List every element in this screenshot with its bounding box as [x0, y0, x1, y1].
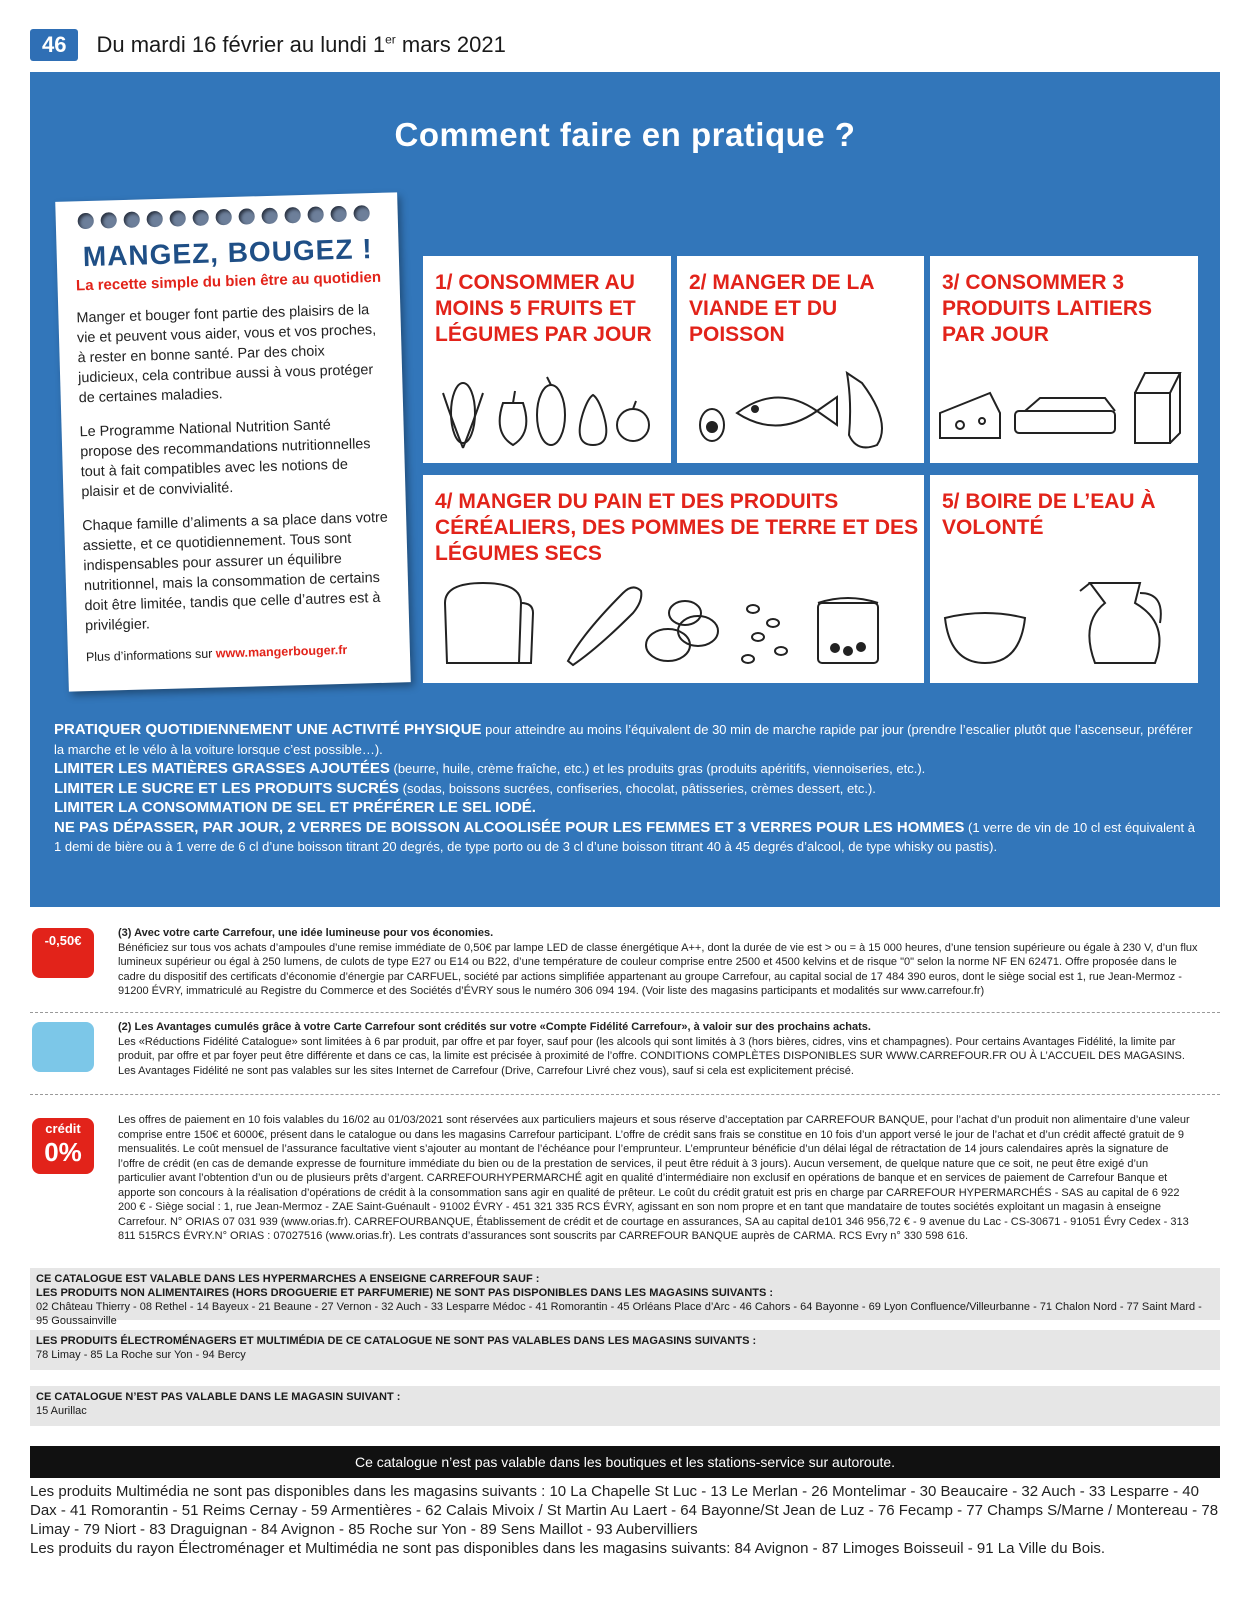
exclusion-list: 02 Château Thierry - 08 Rethel - 14 Bayeux - 21 Beaune - 27 Vernon - 32 Auch - 33 Lesparre Médoc - 41 Romorantin - 45 Orléans Place d’Arc - 46 Cahors - 64 Bayonne - 69 Lyon Confluence/Villeurbanne - 71 Chalon Nord - 77 Saint Mard - 95 Goussainville [36, 1301, 1202, 1327]
card-title: 2/ MANGER DE LA VIANDE ET DU POISSON [689, 271, 874, 346]
advice-text: pour atteindre au moins l’équivalent de 30 min de marche rapide par jour (prendre l’escalier plutôt que l’ascenseur, préférer la marche et le vélo à la voiture lorsque c’est possible…). [54, 722, 1193, 757]
panel-title: Comment faire en pratique ? [394, 116, 856, 153]
divider [30, 1094, 1220, 1095]
notebook-holes [73, 201, 379, 230]
legal-led-offer [118, 926, 1198, 999]
badge-top: crédit [45, 1121, 81, 1136]
note-paragraph-2: Le Programme National Nutrition Santé propose des recommandations nutritionnelles tout à fait compatibles avec les notions de plaisir et de convivialité. [79, 417, 371, 501]
card-meat-fish [677, 256, 924, 463]
legal-title: (2) Les Avantages cumulés grâce à votre Carte Carrefour sont crédités sur votre «Compte Fidélité Carrefour», à valoir sur des prochains achats. [118, 1021, 871, 1033]
more-info-prefix: Plus d’informations sur [85, 646, 217, 665]
legal-text: Bénéficiez sur tous vos achats d’ampoules d’une remise immédiate de 0,50€ par lampe LED de classe énergétique A++, dont la durée de vie est > ou = à 15 000 heures, d’une tension supérieure ou égale à 230 V, d’un flux lumineux supérieur ou égal à 250 lumens, de culots de type E27 ou E14 ou B22, d’une température de couleur comprise entre 2500 et 4500 kelvins et de risque "0" selon la norme NF EN 62471. Offre proposée dans le cadre du dispositif des certificats d’économie d’énergie par CARFUEL, société par actions simplifiée appartenant au groupe Carrefour, au capital social de 17 484 390 euros, dont le siège social est 1, rue Jean-Mermoz - 91200 ÉVRY, immatriculé au Registre du Commerce et des Sociétés d’ÉVRY sous le numéro 306 094 194. (Voir liste des magasins participants et modalités sur www.carrefour.fr) [118, 941, 1198, 997]
advice-bold: NE PAS DÉPASSER, PAR JOUR, 2 VERRES DE BOISSON ALCOOLISÉE POUR LES FEMMES ET 3 VERRES POUR LES HOMMES [54, 818, 965, 836]
exclusion-title: CE CATALOGUE EST VALABLE DANS LES HYPERMARCHES A ENSEIGNE CARREFOUR SAUF : [36, 1273, 540, 1285]
advice-bold: PRATIQUER QUOTIDIENNEMENT UNE ACTIVITÉ PHYSIQUE [54, 721, 482, 738]
legal-loyalty [118, 1020, 1198, 1078]
legal-text: Les «Réductions Fidélité Catalogue» sont limitées à 6 par produit, par offre et par foyer, sauf pour (les alcools qui sont limités à 3 (hors bières, cidres, vins et champagnes). Pour certains Avantages Fidélité, la limite par produit, par offre et par foyer peut être différente et dans ce cas, la limite est précisée à proximité de l’offre. CONDITIONS COMPLÈTES DISPONIBLES SUR WWW.CARREFOUR.FR OU À L’ACCUEIL DES MAGASINS. Les Avantages Fidélité ne sont pas valables sur les sites Internet de Carrefour (Drive, Carrefour Livré chez vous), sauf si cela est explicitement précisé. [118, 1035, 1185, 1077]
advice-bold: LIMITER LES MATIÈRES GRASSES AJOUTÉES [54, 760, 390, 777]
date-range [96, 32, 505, 58]
meat-fish-icon [677, 363, 924, 453]
note-more-info [86, 642, 392, 665]
card-title: 1/ CONSOMMER AU MOINS 5 FRUITS ET LÉGUMES PAR JOUR [435, 271, 652, 346]
bottom-notes [30, 1482, 1220, 1558]
legal-credit [118, 1113, 1198, 1244]
note-title: MANGEZ, BOUGEZ ! [82, 233, 373, 273]
led-discount-badge [32, 928, 94, 978]
date-end: mars 2021 [395, 32, 506, 57]
advice-bold: LIMITER LA CONSOMMATION DE SEL ET PRÉFÉRER LE SEL IODÉ. [54, 799, 536, 816]
note-paragraph-3: Chaque famille d’aliments a sa place dans votre assiette, et ce quotidiennement. Tous sont indispensables pour assurer un équilibre nutritionnel, mais la consommation de certains doit être limitée, tandis que celle d’autres est à privilégier. [82, 509, 388, 635]
divider [30, 1012, 1220, 1013]
card-fruits-vegetables [423, 256, 671, 463]
bread-cereals-icon [423, 573, 924, 673]
date-sup: er [385, 32, 396, 47]
exclusion-title: CE CATALOGUE N’EST PAS VALABLE DANS LE MAGASIN SUIVANT : [36, 1391, 401, 1403]
nutrition-panel [30, 72, 1220, 907]
appliance-exclusions: Les produits du rayon Électroménager et Multimédia ne sont pas disponibles dans les magasins suivants: 84 Avignon - 87 Limoges Boisseuil - 91 La Ville du Bois. [30, 1540, 1106, 1557]
page-header [30, 28, 506, 62]
water-jug-icon [930, 563, 1198, 673]
advice-list [54, 720, 1204, 857]
advice-item [54, 798, 1204, 818]
exclusion-list: 78 Limay - 85 La Roche sur Yon - 94 Bercy [36, 1349, 246, 1361]
legal-title: (3) Avec votre carte Carrefour, une idée lumineuse pour vos économies. [118, 927, 494, 939]
multimedia-exclusions: Les produits Multimédia ne sont pas disponibles dans les magasins suivants : 10 La Chapelle St Luc - 13 Le Merlan - 26 Montelimar - 30 Beaucaire - 32 Auch - 33 Lesparre - 40 Dax - 41 Romorantin - 51 Reims Cernay - 59 Armentières - 62 Calais Mivoix / St Martin Au Laert - 64 Bayonne/St Jean de Luz - 76 Fecamp - 77 Champs S/Marne / Montereau - 78 Limay - 79 Niort - 83 Draguignan - 84 Avignon - 85 Roche sur Yon - 89 Sens Maillot - 93 Aubervilliers [30, 1483, 1219, 1538]
card-water [930, 475, 1198, 683]
card-bread-cereals [423, 475, 924, 683]
exclusion-subtitle: LES PRODUITS NON ALIMENTAIRES (HORS DROGUERIE ET PARFUMERIE) NE SONT PAS DISPONIBLES DANS LES MAGASINS SUIVANTS : [36, 1287, 774, 1299]
page-number: 46 [30, 29, 78, 61]
advice-text: (sodas, boissons sucrées, confiseries, chocolat, pâtisseries, crèmes dessert, etc.). [399, 780, 876, 796]
card-title: 4/ MANGER DU PAIN ET DES PRODUITS CÉRÉALIERS, DES POMMES DE TERRE ET DES LÉGUMES SECS [435, 490, 919, 565]
card-title: 5/ BOIRE DE L’EAU À VOLONTÉ [942, 490, 1156, 539]
advice-item [54, 720, 1204, 759]
note-paragraph-1: Manger et bouger font partie des plaisirs de la vie et peuvent vous aider, vous et vos proches, à rester en bonne santé. Par des choix judicieux, cela contribue aussi à vous protéger de certaines maladies. [76, 302, 377, 407]
advice-item [54, 779, 1204, 799]
date-start: Du mardi 16 février au lundi 1 [96, 32, 386, 57]
badge-text: -0,50€ [44, 933, 82, 948]
store-exclusion-1 [30, 1268, 1220, 1327]
mangez-bougez-note [55, 192, 411, 691]
dairy-icon [930, 363, 1198, 453]
advice-text: (1 verre de vin de 10 cl est équivalent à 1 demi de bière ou à 1 verre de 6 cl d’une boisson titrant 20 degrés, de type porto ou de 3 cl d’une boisson titrant 40 à 45 degrés d’alcool, de type whisky ou pastis). [54, 819, 1195, 854]
card-dairy [930, 256, 1198, 463]
advice-bold: LIMITER LE SUCRE ET LES PRODUITS SUCRÉS [54, 779, 400, 797]
more-info-link[interactable]: www.mangerbouger.fr [215, 642, 348, 661]
motorway-notice-bar: Ce catalogue n’est pas valable dans les boutiques et les stations-service sur autoroute. [30, 1446, 1220, 1478]
store-exclusion-2 [30, 1330, 1220, 1370]
store-exclusion-3 [30, 1386, 1220, 1426]
exclusion-list: 15 Aurillac [36, 1405, 87, 1417]
advice-item [54, 759, 1204, 779]
advice-item [54, 818, 1204, 857]
note-subtitle: La recette simple du bien être au quotidien [75, 268, 382, 295]
exclusion-title: LES PRODUITS ÉLECTROMÉNAGERS ET MULTIMÉDIA DE CE CATALOGUE NE SONT PAS VALABLES DANS LES MAGASINS SUIVANTS : [36, 1335, 757, 1347]
badge-big: 0% [44, 1137, 82, 1167]
advice-text: (beurre, huile, crème fraîche, etc.) et les produits gras (produits apéritifs, viennoiseries, etc.). [389, 761, 926, 776]
legal-text: Les offres de paiement en 10 fois valables du 16/02 au 01/03/2021 sont réservées aux particuliers majeurs et sous réserve d’acceptation par CARREFOUR BANQUE, pour l’achat d’un produit non alimentaire d’une valeur comprise entre 150€ et 6000€, présent dans le catalogue ou dans les magasins Carrefour participant. L’offre de crédit sans frais se constitue en 10 fois d’un apport versé le jour de l’achat et d’un crédit affecté gratuit de 9 mensualités. Le coût mensuel de l’assurance facultative vient s’ajouter au montant de l’échéance pour l’emprunteur. L’emprunteur bénéficie d’un délai légal de rétractation de 14 jours calendaires après la signature de l’offre de crédit (en cas de demande expresse de fourniture immédiate du bien ou de la prestation de services, il peut être réduit à 3 jours). Aucun versement, de quelque nature que ce soit, ne peut être exigé d’un particulier avant l’obtention d’un ou de plusieurs prêts d’argent. CARREFOURHYPERMARCHÉ agit en qualité d’intermédiaire non exclusif en opérations de banque et en services de paiement de Carrefour Banque et apporte son concours à la réalisation d’opérations de crédit à la consommation sans agir en qualité de prêteur. Le coût du crédit gratuit est pris en charge par CARREFOUR HYPERMARCHÉS - SAS au capital de 6 922 200 € - Siège social : 1, rue Jean-Mermoz - ZAE Saint-Guénault - 91002 ÉVRY - 451 321 335 RCS ÉVRY, agissant en son nom propre et en tant que mandataire de toutes sociétés exploitant un magasin à enseigne Carrefour. N° ORIAS 07 031 939 (www.orias.fr). CARREFOURBANQUE, Établissement de crédit et de courtage en assurances, SA au capital de101 346 956,72 € - 9 avenue du Lac - CS-30671 - 91051 Évry Cedex - 313 811 515RCS ÉVRY.N° ORIAS : 07027516 (www.orias.fr). Les contrats d’assurances sont souscrits par CARREFOUR BANQUE auprès de CARMA. RCS Evry n° 330 598 616. [118, 1114, 1190, 1242]
carrefour-card-icon [32, 1022, 94, 1072]
card-title: 3/ CONSOMMER 3 PRODUITS LAITIERS PAR JOUR [942, 271, 1153, 346]
credit-zero-badge [32, 1118, 94, 1174]
fruits-vegetables-icon [423, 373, 671, 453]
